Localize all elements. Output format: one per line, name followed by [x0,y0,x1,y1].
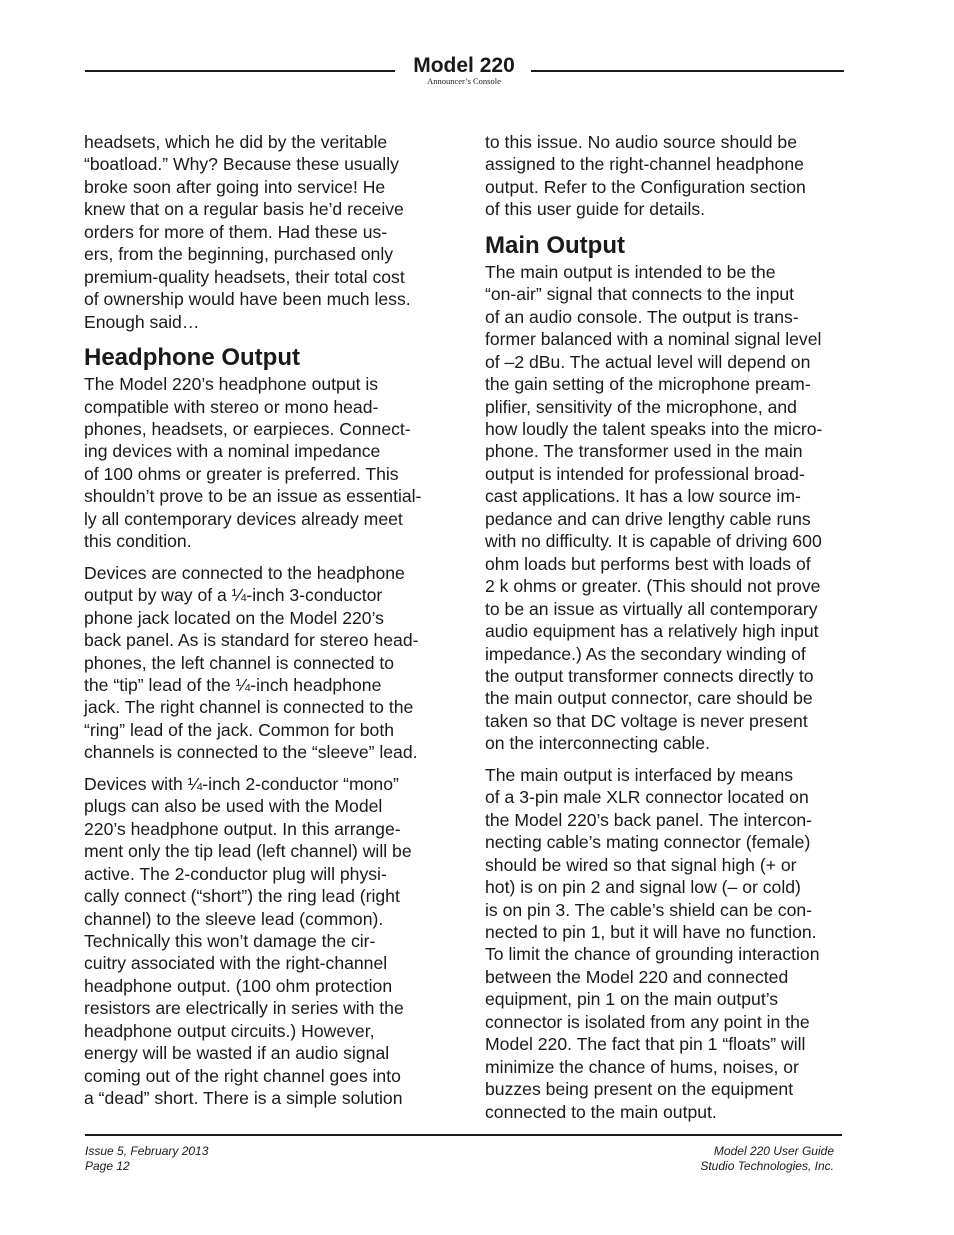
footer-issue: Issue 5, February 2013 [85,1144,209,1158]
header-title: Model 220 [413,54,515,77]
body-paragraph: The main output is intended to be the “on-air” signal that connects to the input of an audio console. The output is trans- former balanced with a nominal signal level of –2 dBu. The actual level will depend on the gain setting of the microphone pream- plifier, sensitivity of the microphone, and how loudly the talent speaks into the micro- phone. The transformer used in the main output is intended for professional broad- cast applications. It has a low source im- pedance and can drive lengthy cable runs with no difficulty. It is capable of driving 600 ohm loads but performs best with loads of 2 k ohms or greater. (This should not prove to be an issue as virtually all contemporary audio equipment has a relatively high input impedance.) As the secondary winding of the output transformer connects directly to the main output connector, care should be taken so that DC voltage is never present on the interconnecting cable. [485,261,823,754]
footer-company: Studio Technologies, Inc. [700,1159,834,1173]
left-column [84,131,454,1119]
header-rule-left [85,70,395,72]
body-paragraph: The Model 220’s headphone output is compatible with stereo or mono head- phones, headsets, or earpieces. Connect- ing devices with a nominal impedance of 100 ohms or greater is preferred. This shouldn’t prove to be an issue as essential- ly all contemporary devices already meet this condition. [84,374,422,552]
footer-page-number: Page 12 [85,1159,130,1173]
footer-left [85,1144,208,1174]
body-paragraph: Devices are connected to the headphone output by way of a ¼-inch 3-conductor phone jack located on the Model 220’s back panel. As is standard for stereo head- phones, the left channel is connected to the “tip” lead of the ¼-inch headphone jack. The right channel is connected to the “ring” lead of the jack. Common for both channels is connected to the “sleeve” lead. [84,562,419,763]
header-rule-right [531,70,844,72]
body-paragraph: The main output is interfaced by means of a 3-pin male XLR connector located on the Model 220’s back panel. The intercon- necting cable’s mating connector (female) should be wired so that signal high (+ or hot) is on pin 2 and signal low (– or cold) is on pin 3. The cable’s shield can be con- nected to pin 1, but it will have no function. To limit the chance of grounding interaction between the Model 220 and connected equipment, pin 1 on the main output’s connector is isolated from any point in the Model 220. The fact that pin 1 “floats” will minimize the chance of hums, noises, or buzzes being present on the equipment connected to the main output. [485,764,820,1122]
body-paragraph: headsets, which he did by the veritable “boatload.” Why? Because these usually broke soon after going into service! He knew that on a regular basis he’d receive orders for more of them. Had these us- ers, from the beginning, purchased only premium-quality headsets, their total cost of ownership would have been much less. Enough said… [84,132,411,332]
footer-guide-title: Model 220 User Guide [713,1144,834,1158]
section-heading: Main Output [485,231,625,259]
footer-rule [85,1134,842,1136]
body-paragraph: Devices with ¼-inch 2-conductor “mono” plugs can also be used with the Model 220’s headphone output. In this arrange- ment only the tip lead (left channel) will be active. The 2-conductor plug will physi- cally connect (“short”) the ring lead (right channel) to the sleeve lead (common). Technically this won’t damage the cir- cuitry associated with the right-channel headphone output. (100 ohm protection resistors are electrically in series with the headphone output circuits.) However, energy will be wasted if an audio signal coming out of the right channel goes into a “dead” short. There is a simple solution [84,773,412,1109]
body-paragraph: to this issue. No audio source should be assigned to the right-channel headphone output. Refer to the Configuration section of this user guide for details. [485,132,806,220]
right-column [485,131,855,1132]
header-subtitle: Announcer’s Console [427,76,501,86]
footer-right [700,1144,834,1174]
section-heading: Headphone Output [84,344,300,372]
